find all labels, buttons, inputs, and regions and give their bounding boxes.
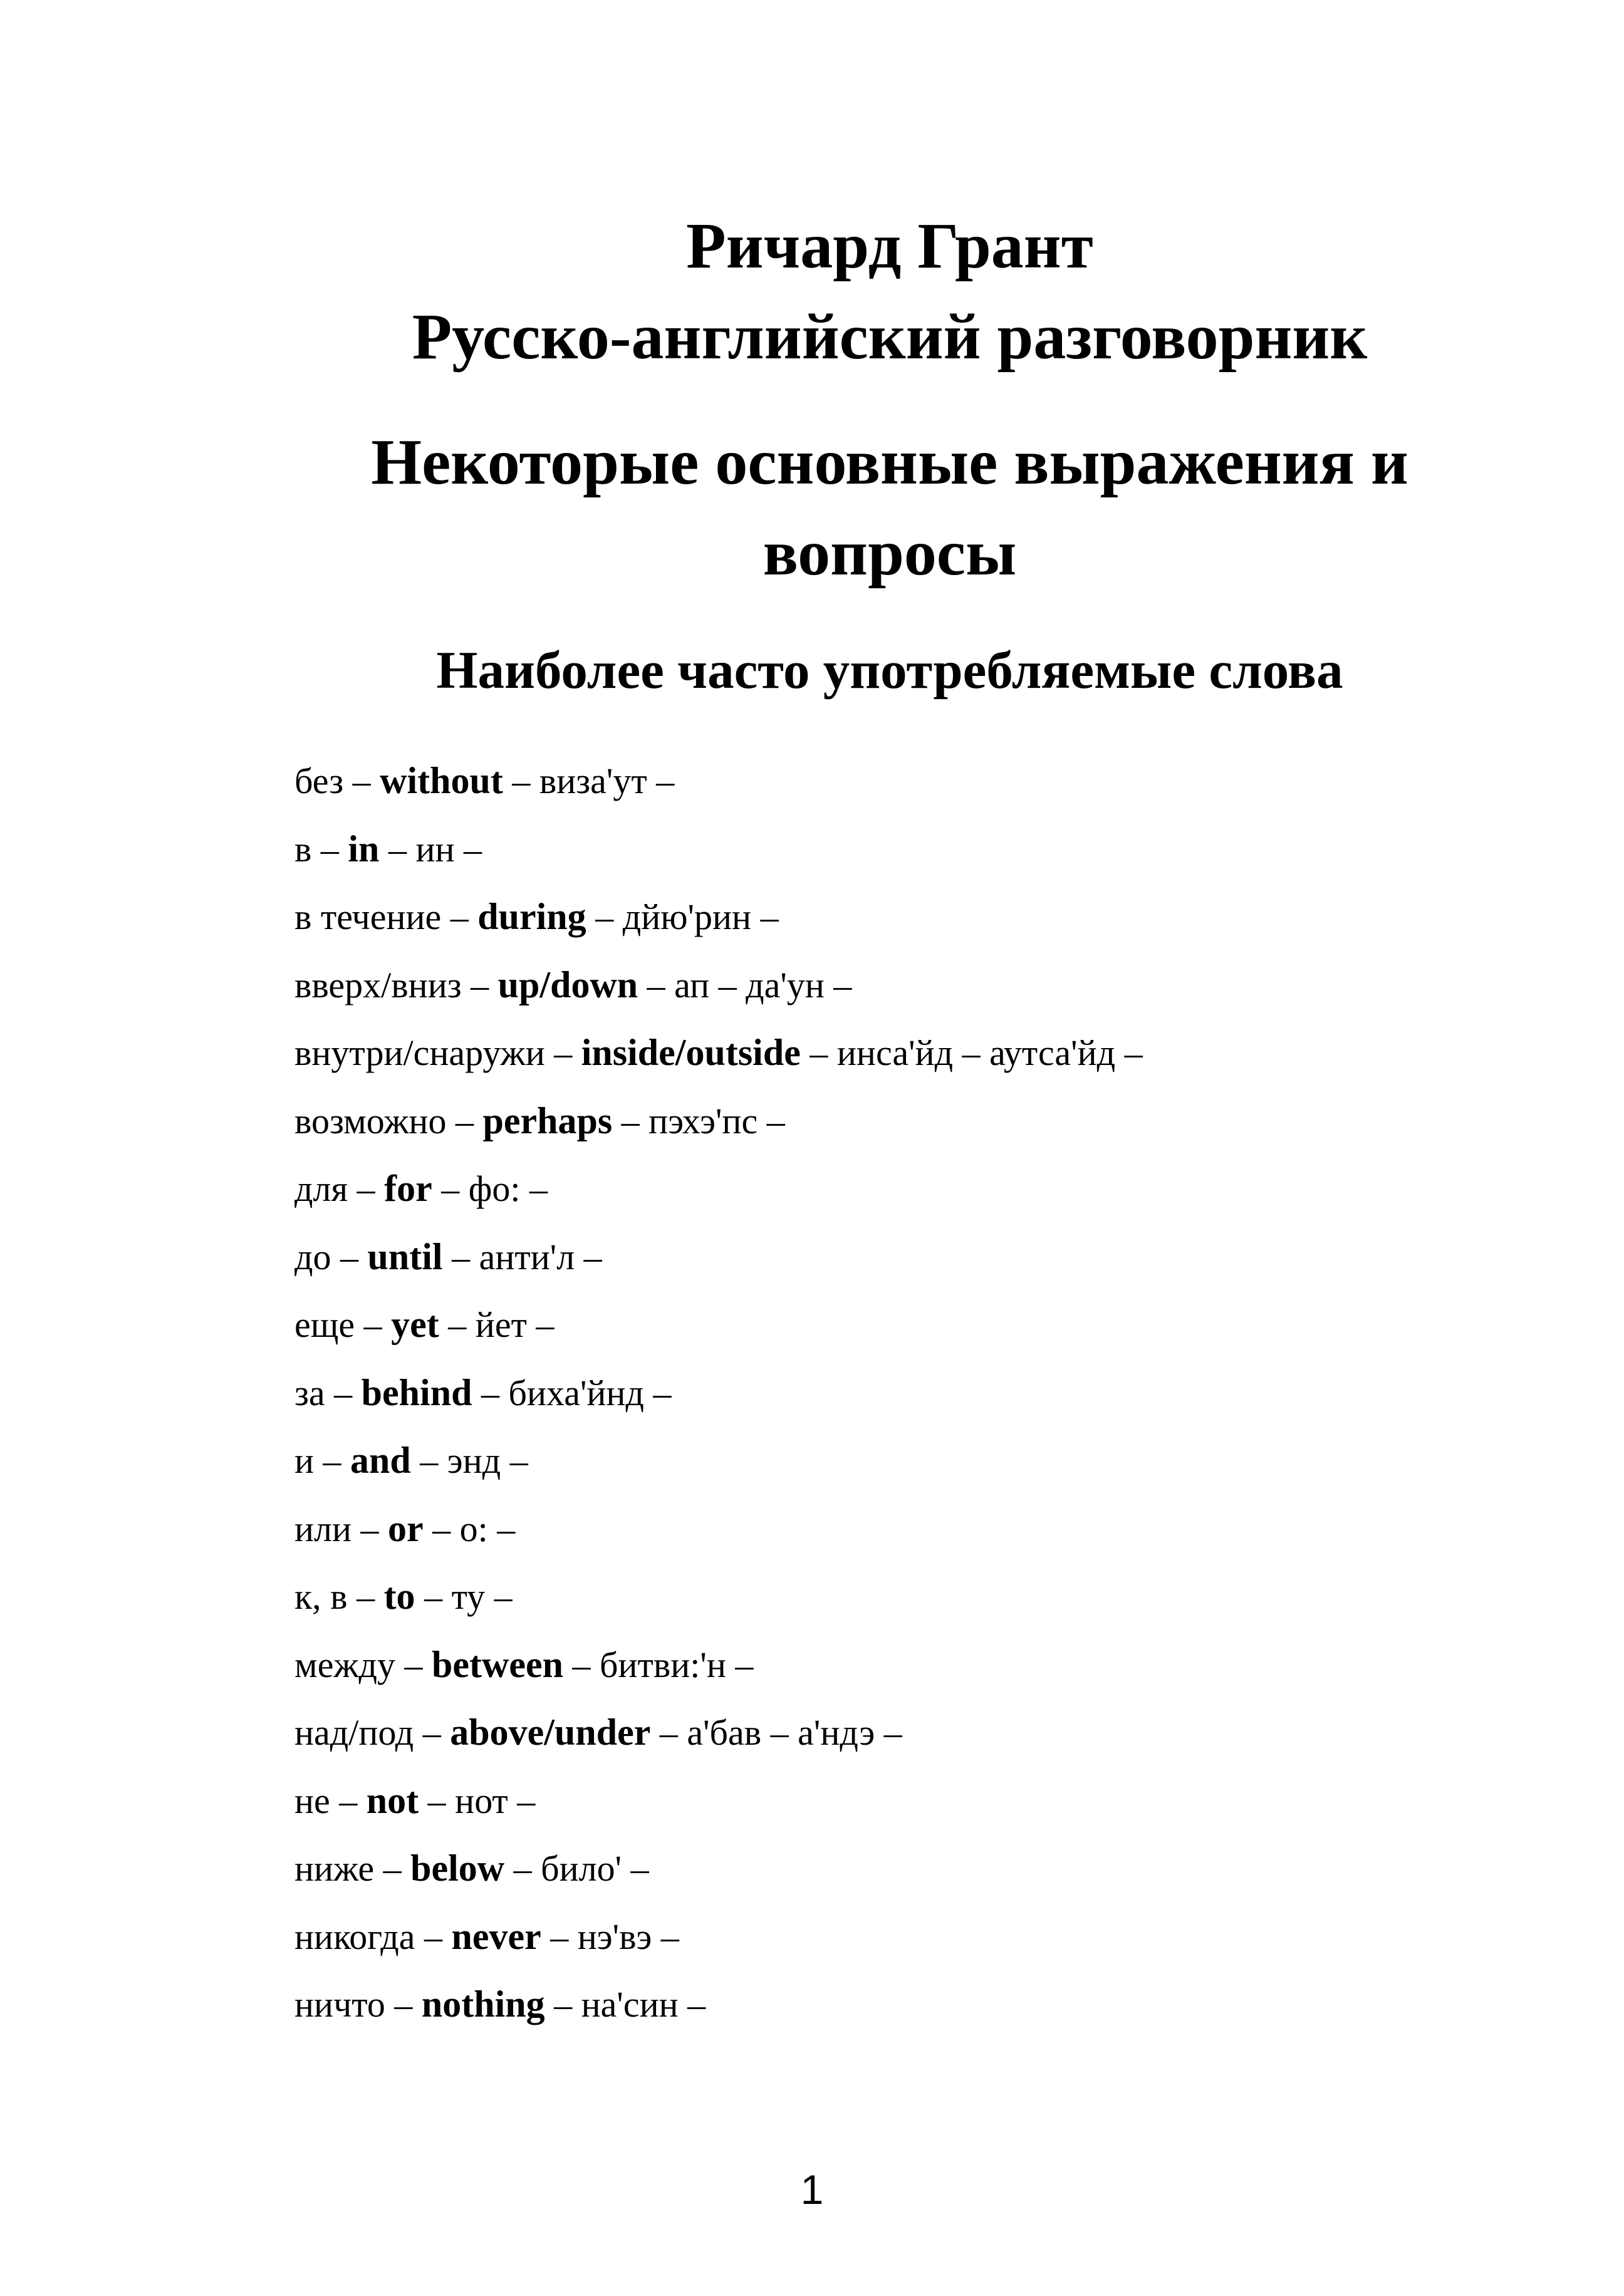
pronunciation: нэ'вэ [577,1916,652,1957]
word-entry [294,1019,1143,1087]
russian-word: ниже [294,1848,375,1889]
book-title: Русско-английский разговорник [412,301,1368,373]
english-word: below [410,1847,505,1889]
english-word: to [383,1576,415,1617]
dash-separator: – [360,1508,379,1549]
word-entry [294,1698,1143,1767]
section-heading-line-1: Некоторые основные выражения и [371,426,1408,498]
title-block [294,200,1485,382]
dash-separator: – [494,1576,513,1617]
dash-separator: – [809,1032,828,1073]
dash-separator: – [448,1304,467,1345]
dash-separator: – [323,1440,341,1481]
russian-word: до [294,1236,331,1277]
russian-word: над/под [294,1712,414,1753]
dash-separator: – [554,1032,573,1073]
word-entry [294,1426,1143,1495]
pronunciation: пэхэ'пс [648,1100,758,1141]
pronunciation: фо: [468,1168,521,1209]
word-entry [294,1291,1143,1359]
dash-separator: – [735,1644,754,1685]
pronunciation: ап – да'ун [674,964,825,1005]
word-list [294,747,1143,2039]
pronunciation: анти'л [479,1236,575,1277]
dash-separator: – [404,1644,423,1685]
russian-word: вверх/вниз [294,964,462,1005]
dash-separator: – [450,896,469,937]
dash-separator: – [452,1236,471,1277]
russian-word: без [294,761,344,801]
pronunciation: йет [475,1304,527,1345]
english-word: behind [361,1371,472,1413]
dash-separator: – [424,1576,443,1617]
dash-separator: – [357,1576,375,1617]
dash-separator: – [357,1168,375,1209]
russian-word: или [294,1508,352,1549]
word-entry [294,1767,1143,1835]
english-word: until [367,1235,443,1277]
english-word: never [451,1915,541,1957]
dash-separator: – [497,1508,516,1549]
pronunciation: на'син [581,1984,679,2025]
dash-separator: – [481,1372,499,1413]
english-word: for [384,1168,432,1209]
russian-word: за [294,1372,325,1413]
author-name: Ричард Грант [686,210,1093,282]
dash-separator: – [420,1440,439,1481]
word-entry [294,1495,1143,1563]
dash-separator: – [659,1712,678,1753]
dash-separator: – [536,1304,554,1345]
english-word: without [380,760,503,801]
word-entry [294,1087,1143,1155]
dash-separator: – [647,964,665,1005]
pronunciation: виза'ут [539,761,647,801]
word-entry [294,883,1143,951]
dash-separator: – [334,1372,353,1413]
russian-word: не [294,1780,330,1821]
russian-word: и [294,1440,315,1481]
dash-separator: – [388,828,407,870]
russian-word: в течение [294,896,442,937]
word-entry [294,1903,1143,1971]
english-word: inside/outside [581,1032,801,1073]
dash-separator: – [513,1848,532,1889]
russian-word: ничто [294,1984,385,2025]
dash-separator: – [660,1916,679,1957]
english-word: perhaps [482,1099,613,1141]
dash-separator: – [883,1712,902,1753]
dash-separator: – [833,964,852,1005]
dash-separator: – [424,1916,442,1957]
dash-separator: – [455,1100,474,1141]
dash-separator: – [383,1848,402,1889]
pronunciation: битви:'н [599,1644,726,1685]
english-word: between [432,1643,563,1685]
russian-word: внутри/снаружи [294,1032,545,1073]
english-word: above/under [450,1712,651,1753]
pronunciation: ин [415,828,455,870]
word-entry [294,1155,1143,1223]
word-entry [294,747,1143,815]
dash-separator: – [394,1984,413,2025]
dash-separator: – [512,761,531,801]
dash-separator: – [441,1168,460,1209]
dash-separator: – [340,1236,359,1277]
dash-separator: – [422,1712,441,1753]
dash-separator: – [550,1916,569,1957]
pronunciation: биха'йнд [508,1372,645,1413]
english-word: or [388,1507,424,1549]
pronunciation: дйю'рин [622,896,752,937]
dash-separator: – [1124,1032,1143,1073]
english-word: up/down [497,964,638,1005]
dash-separator: – [653,1372,672,1413]
russian-word: возможно [294,1100,447,1141]
dash-separator: – [766,1100,785,1141]
dash-separator: – [471,964,489,1005]
dash-separator: – [572,1644,591,1685]
russian-word: к, в [294,1576,348,1617]
russian-word: еще [294,1304,355,1345]
word-entry [294,1562,1143,1631]
page-number: 1 [800,2166,824,2213]
dash-separator: – [339,1780,358,1821]
word-entry [294,815,1143,883]
word-entry [294,1631,1143,1699]
dash-separator: – [656,761,675,801]
word-entry [294,1359,1143,1427]
english-word: yet [391,1304,439,1345]
pronunciation: било' [541,1848,622,1889]
english-word: during [477,896,586,937]
dash-separator: – [320,828,339,870]
dash-separator: – [517,1780,536,1821]
english-word: in [348,828,380,870]
pronunciation: ту [451,1576,486,1617]
dash-separator: – [583,1236,602,1277]
word-entry [294,1223,1143,1291]
russian-word: в [294,828,312,870]
section-heading [294,417,1485,598]
word-entry [294,1970,1143,2039]
pronunciation: о: [459,1508,488,1549]
word-entry [294,1834,1143,1903]
russian-word: никогда [294,1916,415,1957]
dash-separator: – [352,761,371,801]
dash-separator: – [529,1168,548,1209]
dash-separator: – [432,1508,451,1549]
english-word: nothing [421,1983,545,2025]
pronunciation: а'бав – а'ндэ [687,1712,875,1753]
dash-separator: – [630,1848,649,1889]
dash-separator: – [760,896,779,937]
dash-separator: – [464,828,482,870]
word-entry [294,951,1143,1019]
russian-word: между [294,1644,396,1685]
pronunciation: нот [455,1780,508,1821]
dash-separator: – [687,1984,706,2025]
pronunciation: инса'йд – аутса'йд [836,1032,1116,1073]
dash-separator: – [427,1780,446,1821]
english-word: and [350,1440,411,1481]
section-heading-line-2: вопросы [763,517,1017,589]
dash-separator: – [554,1984,573,2025]
russian-word: для [294,1168,348,1209]
english-word: not [366,1779,419,1821]
subheading: Наиболее часто употребляемые слова [436,641,1343,700]
dash-separator: – [595,896,614,937]
pronunciation: энд [447,1440,501,1481]
dash-separator: – [363,1304,382,1345]
dash-separator: – [509,1440,528,1481]
dash-separator: – [621,1100,640,1141]
